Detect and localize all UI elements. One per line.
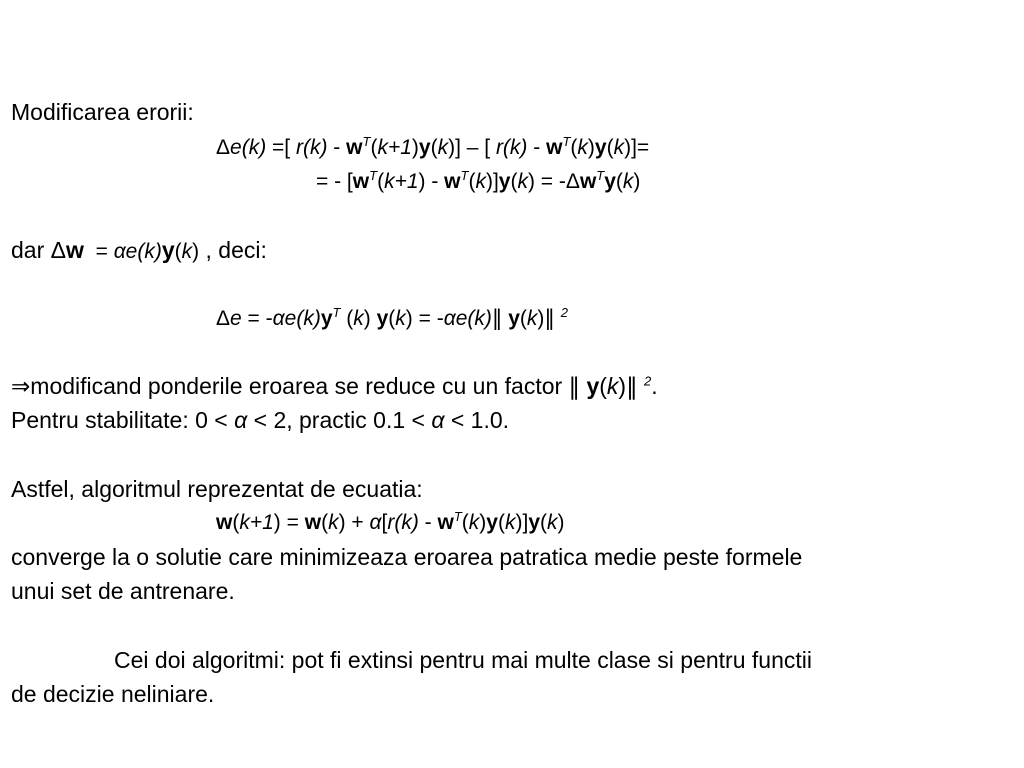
- line-converge-1: converge la o solutie care minimizeaza eroarea patratica medie peste formele: [11, 544, 803, 570]
- line-final-1: Cei doi algoritmi: pot fi extinsi pentru mai multe clase si pentru functii: [114, 647, 812, 673]
- line-dar-delta-w: dar Δw = αe(k)y(k) , deci:: [11, 237, 267, 263]
- line-astfel: Astfel, algoritmul reprezentat de ecuatia:: [11, 476, 423, 502]
- line-converge-2: unui set de antrenare.: [11, 578, 235, 604]
- equation-delta-e-expansion: Δe(k) =[ $r(k) - w^T(k+1)y(k)$] – [ $r(k) - w^T(k)y(k)]=$: [216, 134, 650, 159]
- equation-update-rule: $w(k+1) = w(k) + \alpha[r(k) - w^T(k)y(k)]y(k)$: [216, 509, 565, 534]
- line-final-2: de decizie neliniare.: [11, 681, 215, 707]
- equation-delta-e-result: $\Delta e = -\alpha e(k)y^T$ (k) y(k) = -αe(k)‖ y(k)‖ $^2$: [216, 305, 568, 330]
- equation-delta-e-simplified: = - $[w^T(k+1) - w^T(k)]y(k) = -\Delta w^Ty(k)$: [316, 168, 641, 193]
- heading-modificarea-erorii: Modificarea erorii:: [11, 99, 194, 125]
- line-stability: Pentru stabilitate: 0 < α < 2, practic 0.1 < α < 1.0.: [11, 407, 510, 433]
- line-implies-reduction: ⇒modificand ponderile eroarea se reduce cu un factor ‖ y(k)‖ $^2$.: [11, 373, 658, 400]
